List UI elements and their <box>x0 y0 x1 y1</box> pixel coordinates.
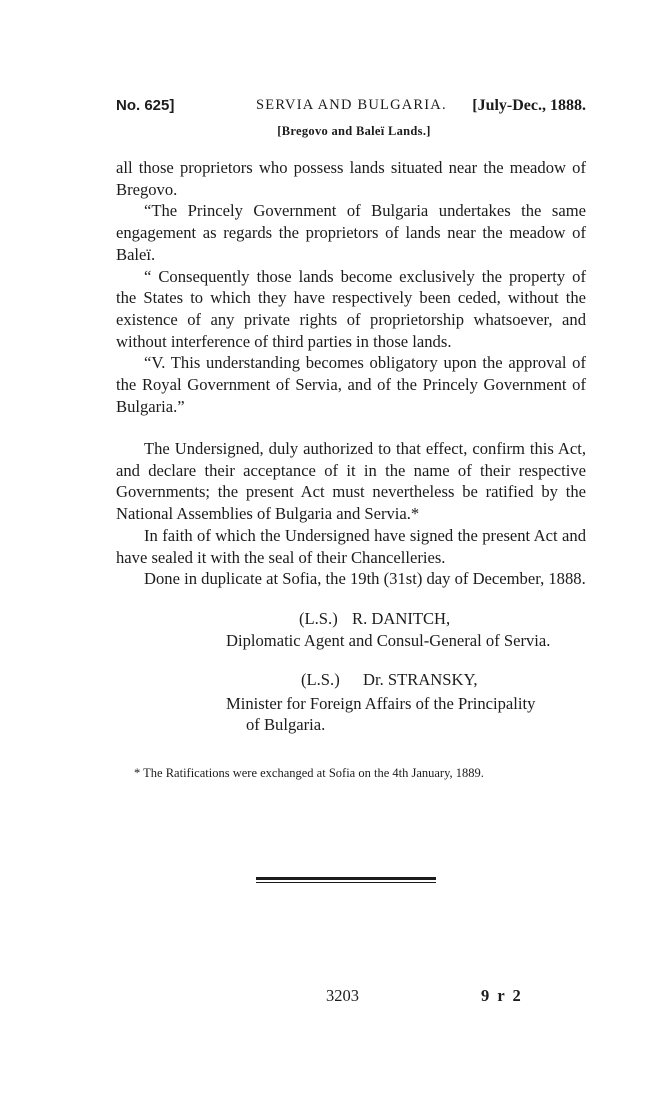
treaty-text-upper <box>116 157 586 417</box>
running-header <box>116 97 586 121</box>
closing-rule-thin <box>256 882 436 883</box>
signatory-title: Diplomatic Agent and Consul-General of Servia. <box>226 631 551 650</box>
seal-mark: (L.S.) <box>299 609 338 628</box>
running-title: SERVIA AND BULGARIA. <box>256 97 447 113</box>
paragraph: In faith of which the Undersigned have signed the present Act and have sealed it with the seal of their Chancelleries. <box>116 525 586 567</box>
paragraph: The Undersigned, duly authorized to that effect, confirm this Act, and declare their acceptance of it in the name of their respective Governments; the present Act must nevertheless be ratified by the National Assemblies of Bulgaria and Servia.* <box>116 439 586 524</box>
signatory-title-continued: of Bulgaria. <box>246 715 326 734</box>
paragraph: “The Princely Government of Bulgaria undertakes the same engagement as regards the proprietors of lands near the meadow of Baleï. <box>116 201 586 264</box>
closing-rule <box>256 877 436 880</box>
signatory-title: Minister for Foreign Affairs of the Principality <box>226 694 536 713</box>
signatory-name: R. DANITCH, <box>352 609 451 628</box>
page-number: 3203 <box>326 986 359 1005</box>
date-range: [July-Dec., 1888. <box>472 97 586 114</box>
signatory-name: Dr. STRANSKY, <box>363 670 478 689</box>
paragraph: “ Consequently those lands become exclusively the property of the States to which they have respectively been ceded, without the existence of any private rights of proprietorship whatsoever, and without interference of third parties in those lands. <box>116 266 586 351</box>
paragraph: Done in duplicate at Sofia, the 19th (31st) day of December, 1888. <box>144 569 586 589</box>
treaty-text-lower <box>116 438 586 590</box>
paragraph: “V. This understanding becomes obligatory upon the approval of the Royal Government of Servia, and of the Princely Government of Bulgaria.” <box>116 353 586 416</box>
sheet-mark: 9 r 2 <box>481 986 523 1005</box>
document-number: No. 625] <box>116 97 175 114</box>
section-subheader <box>0 124 664 139</box>
paragraph: all those proprietors who possess lands situated near the meadow of Bregovo. <box>116 158 586 199</box>
seal-mark: (L.S.) <box>301 670 340 689</box>
footnote: * The Ratifications were exchanged at Sofia on the 4th January, 1889. <box>134 766 484 780</box>
subheader-text: [Bregovo and Baleï Lands.] <box>277 124 431 138</box>
